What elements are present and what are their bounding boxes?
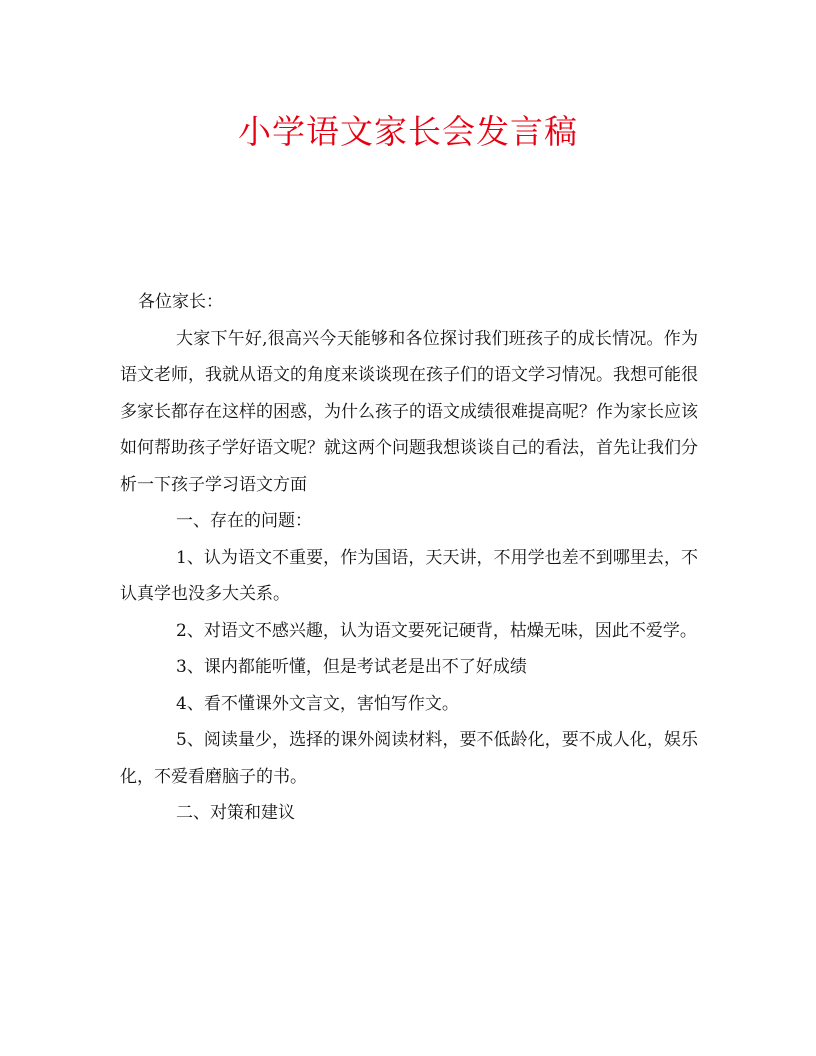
paragraph-intro: 大家下午好,很高兴今天能够和各位探讨我们班孩子的成长情况。作为语文老师，我就从语文的角度来谈谈现在孩子们的语文学习情况。我想可能很多家长都存在这样的困惑，为什么孩子的语文成绩很难提高呢？作为家长应该如何帮助孩子学好语文呢？就这两个问题我想谈谈自己的看法，首先让我们分析一下孩子学习语文方面 (120, 328, 698, 495)
heading-problems: 一、存在的问题： (176, 511, 312, 531)
heading-suggestions: 二、对策和建议 (176, 803, 295, 823)
list-item-problem-2: 2、对语文不感兴趣，认为语文要死记硬背，枯燥无味，因此不爱学。 (176, 620, 697, 641)
document-title: 小学语文家长会发言稿 (238, 112, 578, 151)
salutation: 各位家长： (138, 292, 223, 312)
list-item-problem-3: 3、课内都能听懂，但是考试老是出不了好成绩 (176, 657, 527, 677)
list-item-problem-1: 1、认为语文不重要，作为国语，天天讲，不用学也差不到哪里去，不认真学也没多大关系。 (120, 547, 698, 604)
document-body (120, 284, 698, 832)
list-item-problem-4: 4、看不懂课外文言文，害怕写作文。 (176, 693, 459, 714)
list-item-problem-5: 5、阅读量少，选择的课外阅读材料，要不低龄化，要不成人化，娱乐化，不爱看磨脑子的书。 (120, 730, 698, 787)
